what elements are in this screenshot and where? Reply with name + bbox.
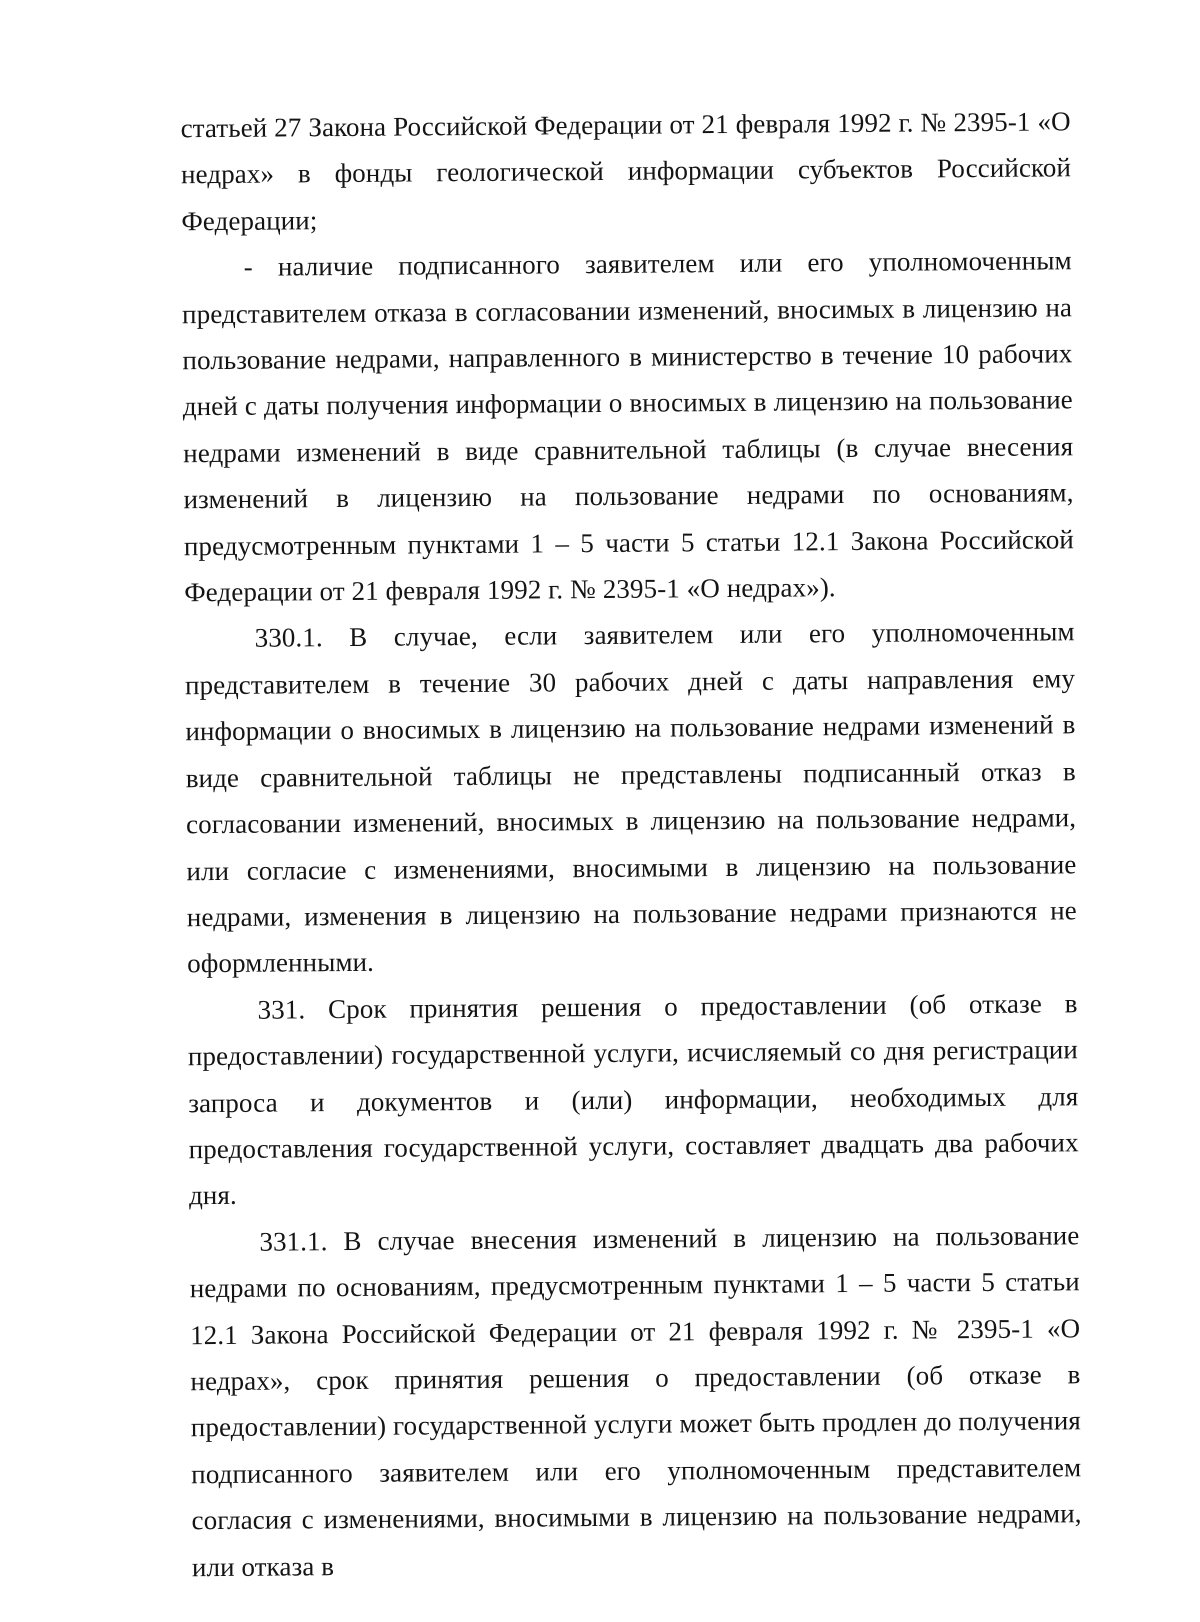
document-body: [180, 98, 1082, 1590]
paragraph-330-1: 330.1. В случае, если заявителем или его уполномоченным представителем в течение 30 рабочих дней с даты направления ему информации о вносимых в лицензию на пользование недрами изменений в виде сравнительной таблицы не представлены подписанный отказ в согласовании изменений, вносимых в лицензию на пользование недрами, или согласие с изменениями, вносимыми в лицензию на пользование недрами, изменения в лицензию на пользование недрами признаются не оформленными.: [184, 616, 1077, 979]
paragraph-continuation: статьей 27 Закона Российской Федерации от 21 февраля 1992 г. № 2395-1 «О недрах» в фонды геологической информации субъектов Российской Федерации;: [180, 106, 1072, 237]
paragraph-bullet-refusal: - наличие подписанного заявителем или его уполномоченным представителем отказа в согласовании изменений, вносимых в лицензию на пользование недрами, направленного в министерство в течение 10 рабочих дней с даты получения информации о вносимых в лицензию на пользование недрами изменений в виде сравнительной таблицы (в случае внесения изменений в лицензию на пользование недрами по основаниям, предусмотренным пунктами 1 – 5 части 5 статьи 12.1 Закона Российской Федерации от 21 февраля 1992 г. № 2395-1 «О недрах»).: [181, 245, 1075, 608]
paragraph-331: 331. Срок принятия решения о предоставлении (об отказе в предоставлении) государственной услуги, исчисляемый со дня регистрации запроса и документов и (или) информации, необходимых для предоставления государственной услуги, составляет двадцать два рабочих дня.: [187, 987, 1079, 1211]
paragraph-331-1: 331.1. В случае внесения изменений в лицензию на пользование недрами по основаниям, предусмотренным пунктами 1 – 5 части 5 статьи 12.1 Закона Российской Федерации от 21 февраля 1992 г. № 2395-1 «О недрах», срок принятия решения о предоставлении (об отказе в предоставлении) государственной услуги может быть продлен до получения подписанного заявителем или его уполномоченным представителем согласия с изменениями, вносимыми в лицензию на пользование недрами, или отказа в: [189, 1219, 1082, 1582]
